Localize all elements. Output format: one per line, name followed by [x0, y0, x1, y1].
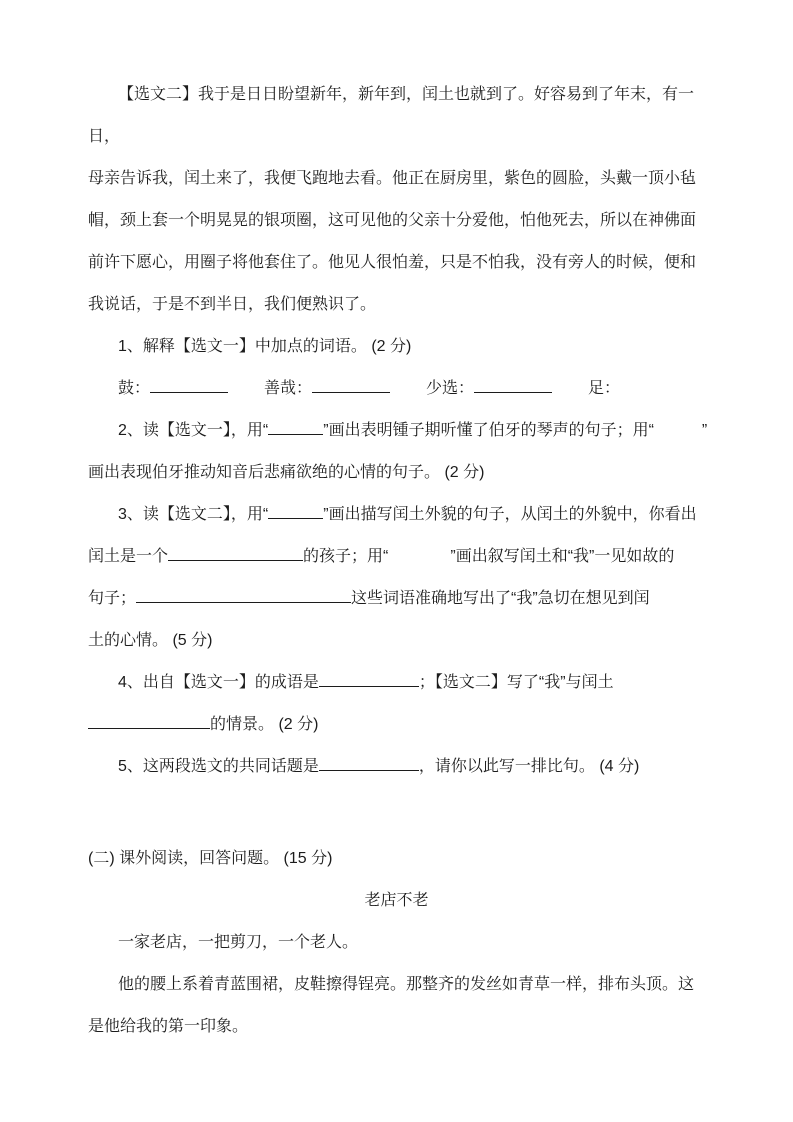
question1-prompt — [88, 326, 705, 368]
question2-text-between: ”画出表明锺子期听懂了伯牙的琴声的句子；用“ — [323, 422, 654, 439]
question3-wavy-blank — [388, 554, 450, 568]
question2-underline-blank — [268, 431, 323, 435]
question3-fill-blank-2 — [136, 599, 351, 603]
question4-line-2 — [88, 704, 705, 746]
passage2-text-4: 帽，颈上套一个明晃晃的银项圈，这可见他的父亲十分爱他，怕他死去，所以在神佛面 — [88, 212, 697, 229]
question5-before: 5、这两段选文的共同话题是 — [118, 758, 319, 775]
question3-text-line4: 土的心情。 (5 分) — [88, 632, 213, 649]
question3-line-2 — [88, 536, 705, 578]
section2-line-2 — [88, 964, 705, 1006]
question5-after: ，请你以此写一排比句。 (4 分) — [418, 758, 640, 775]
section-spacer — [88, 788, 705, 838]
question3-l2-between: 的孩子；用“ — [303, 548, 389, 565]
question2-text-line2: 画出表现伯牙推动知音后悲痛欲绝的心情的句子。 (2 分) — [88, 464, 485, 481]
question5-line — [88, 746, 705, 788]
question3-l1-before: 3、读【选文二】，用“ — [118, 506, 269, 523]
section2-text-2: 他的腰上系着青蓝围裙，皮鞋擦得锃亮。那整齐的发丝如青草一样，排布头顶。这 — [118, 976, 695, 993]
question2-text-after: ” — [701, 422, 708, 439]
question4-fill-blank-2 — [88, 725, 210, 729]
passage2-text-6: 我说话，于是不到半日，我们便熟识了。 — [88, 296, 377, 313]
section2-line-3 — [88, 1006, 705, 1048]
question2-line-2 — [88, 452, 705, 494]
question5-fill-blank — [319, 767, 419, 771]
passage2-text-1: 【选文二】我于是日日盼望新年，新年到，闰土也就到了。好容易到了年末，有一 — [118, 86, 695, 103]
section2-heading — [88, 838, 705, 880]
question1-term-shaoxuan: 少选： — [426, 380, 475, 397]
question1-blank-row — [88, 368, 705, 410]
section2-text-3: 是他给我的第一印象。 — [88, 1018, 249, 1035]
question1-prompt-text: 1、解释【选文一】中加点的词语。 (2 分) — [118, 338, 412, 355]
passage2-line-1 — [88, 74, 705, 116]
question1-term-zu: 足： — [588, 380, 621, 397]
question2-text-before: 2、读【选文一】，用“ — [118, 422, 269, 439]
question2-line-1 — [88, 410, 708, 452]
question1-blank-gu — [150, 389, 228, 393]
question3-underline-blank-1 — [268, 515, 323, 519]
question4-l2-after: 的情景。 (2 分) — [210, 716, 319, 733]
question1-term-gu: 鼓： — [118, 380, 151, 397]
section2-title-text: 老店不老 — [364, 892, 429, 909]
section2-line-1 — [88, 922, 705, 964]
passage2-line-2 — [88, 116, 705, 158]
passage2-line-4 — [88, 200, 705, 242]
passage2-text-5: 前许下愿心，用圈子将他套住了。他见人很怕羞，只是不怕我，没有旁人的时候，便和 — [88, 254, 697, 271]
question3-l2-after: ”画出叙写闰土和“我”一见如故的 — [450, 548, 675, 565]
section2-passage-title — [88, 880, 705, 922]
passage2-text-2: 日， — [88, 128, 121, 145]
question4-l1-before: 4、出自【选文一】的成语是 — [118, 674, 319, 691]
question4-l1-after: ；【选文二】写了“我”与闰土 — [418, 674, 614, 691]
question1-blank-shanzai — [312, 389, 390, 393]
question1-term-shanzai: 善哉： — [264, 380, 313, 397]
question3-line-1 — [88, 494, 705, 536]
question4-fill-blank-1 — [319, 683, 419, 687]
question2-wavy-blank — [654, 428, 702, 442]
question3-line-3 — [88, 578, 705, 620]
question3-line-4 — [88, 620, 705, 662]
question3-l2-before: 闰土是一个 — [88, 548, 169, 565]
question3-l3-after: 这些词语准确地写出了“我”急切在想见到闰 — [351, 590, 650, 607]
question3-fill-blank-1 — [168, 557, 303, 561]
question1-blank-shaoxuan — [474, 389, 552, 393]
passage2-line-5 — [88, 242, 705, 284]
question3-l3-before: 句子； — [88, 590, 137, 607]
passage2-line-3 — [88, 158, 705, 200]
passage2-line-6 — [88, 284, 705, 326]
question4-line-1 — [88, 662, 705, 704]
section2-heading-text: (二) 课外阅读，回答问题。 (15 分) — [88, 850, 333, 867]
passage2-text-3: 母亲告诉我，闰土来了，我便飞跑地去看。他正在厨房里，紫色的圆脸，头戴一顶小毡 — [88, 170, 697, 187]
question3-l1-after: ”画出描写闰土外貌的句子，从闰土的外貌中，你看出 — [323, 506, 697, 523]
section2-text-1: 一家老店，一把剪刀，一个老人。 — [118, 934, 359, 951]
